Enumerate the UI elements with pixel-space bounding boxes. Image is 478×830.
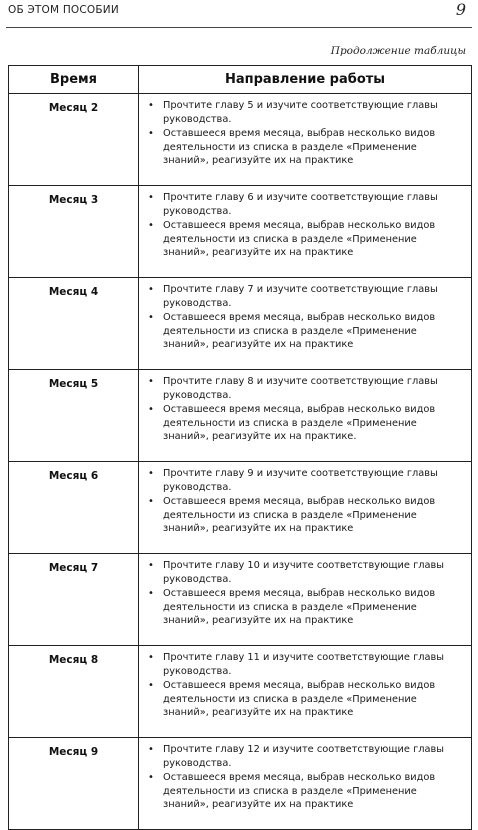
table-row xyxy=(9,94,472,186)
bullet-icon: • xyxy=(148,496,154,508)
tasks-cell xyxy=(139,186,472,278)
list-item xyxy=(147,99,465,126)
bullet-icon: • xyxy=(148,284,154,295)
task-text: Прочтите главу 11 и изучите соответствующие главы руководства. xyxy=(163,652,444,677)
task-list xyxy=(147,99,465,168)
task-text: Оставшееся время месяца, выбрав несколько видов деятельности из списка в разделе «Применение знаний», реагизуйте их на практике xyxy=(163,680,436,719)
month-cell: Месяц 5 xyxy=(9,370,139,462)
study-plan-table xyxy=(8,65,472,830)
month-cell: Месяц 8 xyxy=(9,646,139,738)
tasks-cell xyxy=(139,278,472,370)
list-item xyxy=(147,651,465,678)
task-text: Оставшееся время месяца, выбрав несколько видов деятельности из списка в разделе «Применение знаний», реагизуйте их на практике xyxy=(163,128,436,167)
task-text: Прочтите главу 10 и изучите соответствующие главы руководства. xyxy=(163,560,444,585)
month-cell: Месяц 9 xyxy=(9,738,139,830)
tasks-cell xyxy=(139,462,472,554)
month-cell: Месяц 6 xyxy=(9,462,139,554)
list-item xyxy=(147,495,465,536)
month-cell: Месяц 3 xyxy=(9,186,139,278)
task-list xyxy=(147,743,465,812)
table-body xyxy=(9,94,472,830)
month-cell: Месяц 4 xyxy=(9,278,139,370)
bullet-icon: • xyxy=(148,312,154,324)
task-text: Оставшееся время месяца, выбрав несколько видов деятельности из списка в разделе «Применение знаний», реагизуйте их на практике xyxy=(163,588,436,627)
continuation-label: Продолжение таблицы xyxy=(330,45,466,57)
task-text: Прочтите главу 5 и изучите соответствующие главы руководства. xyxy=(163,100,438,125)
bullet-icon: • xyxy=(148,588,154,600)
task-list xyxy=(147,559,465,628)
tasks-cell xyxy=(139,94,472,186)
task-list xyxy=(147,651,465,720)
table-row xyxy=(9,646,472,738)
task-text: Прочтите главу 9 и изучите соответствующие главы руководства. xyxy=(163,468,438,493)
list-item xyxy=(147,283,465,310)
task-text: Оставшееся время месяца, выбрав несколько видов деятельности из списка в разделе «Применение знаний», реагизуйте их на практике xyxy=(163,496,436,535)
task-text: Прочтите главу 6 и изучите соответствующие главы руководства. xyxy=(163,192,438,217)
running-head: ОБ ЭТОМ ПОСОБИИ xyxy=(8,4,119,16)
table-row xyxy=(9,462,472,554)
bullet-icon: • xyxy=(148,192,154,203)
tasks-cell xyxy=(139,554,472,646)
bullet-icon: • xyxy=(148,772,154,784)
tasks-cell xyxy=(139,370,472,462)
bullet-icon: • xyxy=(148,100,154,111)
task-text: Оставшееся время месяца, выбрав несколько видов деятельности из списка в разделе «Применение знаний», реагизуйте их на практике xyxy=(163,772,436,811)
list-item xyxy=(147,219,465,260)
task-text: Оставшееся время месяца, выбрав несколько видов деятельности из списка в разделе «Применение знаний», реагизуйте их на практике. xyxy=(163,404,436,443)
bullet-icon: • xyxy=(148,220,154,232)
list-item xyxy=(147,679,465,720)
column-header-direction: Направление работы xyxy=(139,66,472,94)
task-text: Оставшееся время месяца, выбрав несколько видов деятельности из списка в разделе «Применение знаний», реагизуйте их на практике xyxy=(163,220,436,259)
bullet-icon: • xyxy=(148,560,154,571)
list-item xyxy=(147,403,465,444)
column-header-time: Время xyxy=(9,66,139,94)
bullet-icon: • xyxy=(148,404,154,416)
list-item xyxy=(147,559,465,586)
list-item xyxy=(147,191,465,218)
task-list xyxy=(147,283,465,352)
month-cell: Месяц 2 xyxy=(9,94,139,186)
task-list xyxy=(147,467,465,536)
bullet-icon: • xyxy=(148,744,154,755)
bullet-icon: • xyxy=(148,680,154,692)
tasks-cell xyxy=(139,738,472,830)
table-row xyxy=(9,554,472,646)
task-text: Прочтите главу 12 и изучите соответствующие главы руководства. xyxy=(163,744,444,769)
list-item xyxy=(147,587,465,628)
list-item xyxy=(147,375,465,402)
table-row xyxy=(9,186,472,278)
bullet-icon: • xyxy=(148,652,154,663)
header-rule xyxy=(6,27,472,28)
task-text: Оставшееся время месяца, выбрав несколько видов деятельности из списка в разделе «Применение знаний», реагизуйте их на практике xyxy=(163,312,436,351)
table-row xyxy=(9,738,472,830)
table-row xyxy=(9,278,472,370)
bullet-icon: • xyxy=(148,468,154,479)
list-item xyxy=(147,743,465,770)
tasks-cell xyxy=(139,646,472,738)
page-number: 9 xyxy=(455,0,466,19)
list-item xyxy=(147,467,465,494)
task-list xyxy=(147,191,465,260)
bullet-icon: • xyxy=(148,128,154,140)
task-list xyxy=(147,375,465,444)
list-item xyxy=(147,771,465,812)
task-text: Прочтите главу 7 и изучите соответствующие главы руководства. xyxy=(163,284,438,309)
task-text: Прочтите главу 8 и изучите соответствующие главы руководства. xyxy=(163,376,438,401)
table-row xyxy=(9,370,472,462)
table-header-row xyxy=(9,66,472,94)
bullet-icon: • xyxy=(148,376,154,387)
month-cell: Месяц 7 xyxy=(9,554,139,646)
list-item xyxy=(147,311,465,352)
list-item xyxy=(147,127,465,168)
